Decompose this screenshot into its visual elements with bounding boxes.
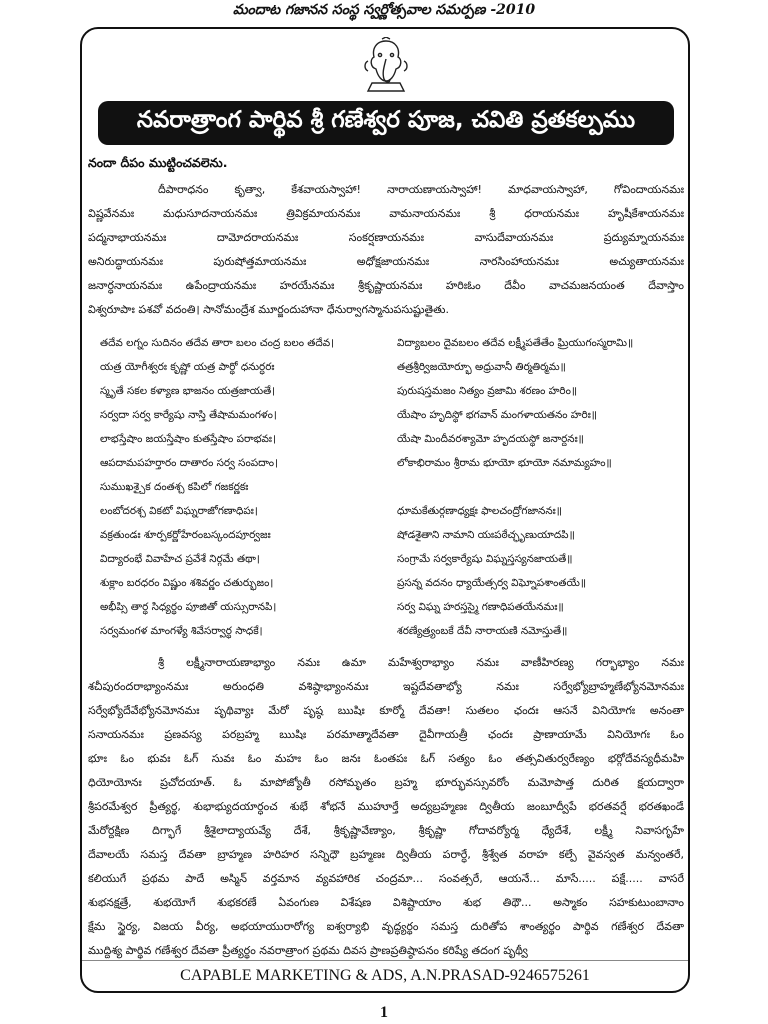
text-line: సర్వేభ్యోదేవేభ్యోనమోనమః పృథివ్యాః మేరో పృష్ఠ ఋషిః కూర్మో దేవతా! సుతలం ఛందః ఆసనే వినియోగః అనంతా (88, 704, 684, 717)
verse-right: తత్రశ్రీర్విజయోర్భూ అధ్రువానీ తిర్మతిర్మమ॥ (397, 360, 566, 373)
text-line: ముద్దిశ్య పార్థివ గణేశ్వర దేవతా ప్రీత్యర్థం నవరాత్రాంగ ప్రథమ దివస ప్రాణప్రతిష్ఠాపనం కరిష్యే తదంగ పృథ్వీ (88, 944, 528, 957)
ganesha-logo-icon (360, 37, 412, 95)
text-line: శచీపురందరాభ్యాంనమః అరుంధతి వశిష్ఠాభ్యాంనమః ఇష్టదేవతాభ్యో నమః సర్వేభ్యోబ్రాహ్మణేభ్యోనమోనమః (88, 680, 684, 693)
verse-left: సర్వదా సర్వ కార్యేషు నాస్తి తేషామమంగళం। (100, 408, 277, 421)
verse-left: యత్ర యోగీశ్వరః కృష్ణో యత్ర పార్థో ధనుర్ధరః (100, 360, 275, 373)
verse-left: ఆపదామపహర్తారం దాతారం సర్వ సంపదాం। (100, 456, 279, 469)
text-line: శుభనక్షత్రే, శుభయోగే శుభకరణే ఏవంగుణ విశేషణ విశిష్టాయాం శుభ తిథౌ... అస్మాకం సహకుటుంబానాం (88, 896, 684, 909)
verse-row (82, 476, 688, 500)
verse-right: లోకాభిరామం శ్రీరామ భూయో భూయో నమామ్యహం॥ (397, 456, 612, 469)
text-line: శ్రీపరమేశ్వర ప్రీత్యర్థ, శుభాభ్యుదయార్ధంచ శుభే శోభనే ముహూర్తే అద్యబ్రహ్మణః ద్వితీయ జంబూద్వీపే భరతవర్షే భరతఖండే (88, 800, 684, 813)
verse-right: యేషా మిందీవరశ్యామో హృదయస్థో జనార్దనః॥ (397, 432, 584, 445)
text-line: శ్రీ లక్ష్మీనారాయణాభ్యాం నమః ఉమా మహేశ్వరాభ్యాం నమః వాణీహిరణ్య గర్భాభ్యాం నమః (158, 656, 684, 669)
verse-row (82, 428, 688, 452)
verse-right: సర్వ విఘ్న హరస్తస్మై గణాధిపతయేనమః॥ (397, 600, 564, 613)
verse-right: ప్రసన్న వదనం ధ్యాయేత్సర్వ విఘ్నోపశాంతయే॥ (397, 576, 587, 589)
text-line: ధియోయోనః ప్రచోదయాత్‌. ఓ మాపోజ్యోతీ రసోమృతం బ్రహ్మ భూర్భువస్సువరోం మమోపాత్త దురిత క్షయద్వారా (88, 776, 684, 789)
text-line: కలియుగే ప్రథమ పాదే అస్మిన్‌ వర్తమాన వ్యవహారిక చంద్రమా... సంవత్సరే, ఆయనే... మాసే..... పక్షే..... వాసరే (88, 872, 684, 885)
text-line: విశ్వరూపాః పశవో వదంతి। సానోమంద్రేశ మూర్జందుహానా ధేనుర్వాగస్మానుపసుష్టుతైతు. (88, 303, 449, 316)
verse-row (82, 404, 688, 428)
verse-row (82, 500, 688, 524)
title-banner: నవరాత్రాంగ పార్థివ శ్రీ గణేశ్వర పూజ, చవితి వ్రతకల్పము (98, 101, 674, 145)
verse-right: షోడశైతాని నామాని యఃపఠేచ్ఛృణుయాదపి॥ (397, 528, 575, 541)
text-line: విష్ణవేనమః మధుసూదనాయనమః త్రివిక్రమాయనమః వామనాయనమః శ్రీ ధరాయనమః హృషీకేశాయనమః (88, 207, 684, 220)
text-line: అనిరుద్ధాయనమః పురుషోత్తమాయనమః అధోక్షజాయనమః నారసింహాయనమః అచ్యుతాయనమః (88, 255, 684, 268)
verse-right: ధూమకేతుర్గణాధ్యక్షః ఫాలచంద్రోగజాననః॥ (397, 504, 562, 517)
paragraph-sankalpam (88, 651, 684, 963)
verse-left: లాభస్తేషాం జయస్తేషాం కుతస్తేషాం పరాభవః। (100, 432, 276, 445)
verse-row (82, 452, 688, 476)
page-frame (80, 27, 690, 993)
lamp-instruction: నందా దీపం ముట్టించవలెను. (88, 155, 228, 170)
verse-row (82, 572, 688, 596)
verse-left: తదేవ లగ్నం సుదినం తదేవ తారా బలం చంద్ర బలం తదేవ। (100, 336, 335, 349)
verse-left: లంబోదరశ్చ వికటో విఘ్నరాజోగణాధిపః। (100, 504, 258, 517)
text-line: దేవాలయే సమస్త దేవతా బ్రాహ్మణ హరిహర సన్నిధౌ బ్రహ్మణః ద్వితీయ పరార్ధే, శ్రీశ్వేత వరాహ కల్పే వైవస్వత మన్వంతరే, (88, 848, 684, 861)
document-header: మందాట గజానన సంస్థ స్వర్ణోత్సవాల సమర్పణ -2010 (232, 2, 536, 18)
text-line: క్షేమ స్థైర్య, విజయ వీర్య, అభయాయురారోగ్య ఐశ్వర్యాభి వృద్ధ్యర్థం సమస్త దురితోప శాంత్యర్థం పార్థివ గణేశ్వర దేవతా (88, 920, 684, 933)
verse-right: పురుషస్తమజం నిత్యం వ్రజామి శరణం హరిం॥ (397, 384, 578, 397)
verse-left: సర్వమంగళ మాంగళ్యే శివేసర్వార్థ సాధకే। (100, 624, 263, 637)
text-line: జనార్ధనాయనమః ఉపేంద్రాయనమః హరయేనమః శ్రీకృష్ణాయనమః హరిఃఓం దేవీం వాచమజనయంత దేవాస్తాం (88, 279, 684, 292)
verse-left: వక్రతుండః శూర్పకర్ణోహేరంబస్కందపూర్వజః (100, 528, 271, 541)
text-line: మేరోర్దక్షిణ దిగ్భాగే శ్రీశైలాద్యాయవ్యే దేశే, శ్రీకృష్ణావేణ్యాం, శ్రీకృష్ణా గోదావర్యోర్మ ధ్యేదేశే, లక్ష్మీ నివాసగృహే (88, 824, 684, 837)
verse-right: యేషాం హృదిస్థో భగవాన్ మంగళాయతనం హరిః॥ (397, 408, 598, 421)
verse-left: విద్యారంభే వివాహేచ ప్రవేశే నిర్గమే తథా। (100, 552, 260, 565)
verse-row (82, 620, 688, 644)
verse-row (82, 596, 688, 620)
verse-left: శుక్లాం బరధరం విష్ణుం శశివర్ణం చతుర్భుజం। (100, 576, 274, 589)
verse-right: శరణ్యేత్ర్యంబకే దేవీ నారాయణి నమోస్తుతే॥ (397, 624, 568, 637)
paragraph-achamanam (88, 178, 684, 322)
verse-right: విద్యాబలం దైవబలం తదేవ లక్ష్మీపతేతేం ఘ్రియుగంస్మరామి॥ (397, 336, 634, 349)
verse-row (82, 524, 688, 548)
verse-row (82, 380, 688, 404)
sponsor-footer: CAPABLE MARKETING & ADS, A.N.PRASAD-9246575261 (82, 960, 688, 991)
text-line: దీపారాధనం కృత్వా, కేశవాయస్వాహా! నారాయణాయస్వాహా! మాధవాయస్వాహా, గోవిందాయనమః (158, 183, 684, 196)
text-line: సనాయనమః ప్రణవస్య పరబ్రహ్మ ఋషిః పరమాత్మాదేవతా దైవీగాయత్రీ ఛందః ప్రాణాయామే వినియోగః ఓం (88, 728, 684, 741)
page-number: 1 (380, 1004, 388, 1021)
verse-left: స్మృతే సకల కళ్యాణ భాజనం యత్రజాయతే। (100, 384, 276, 397)
verse-grid (82, 332, 688, 644)
verse-row (82, 356, 688, 380)
verse-left: సుముఖశ్చైక దంతశ్చ కపిలో గజకర్ణకః (100, 480, 249, 493)
verse-row (82, 332, 688, 356)
text-line: భూః ఓం భువః ఓగ్‌ సువః ఓం మహః ఓం జనః ఓంతపః ఓగ్‌ సత్యం ఓం తత్సవితుర్వరేణ్యం భర్గోదేవస్యధీమహి (88, 752, 684, 765)
verse-row (82, 548, 688, 572)
verse-right: సంగ్రామే సర్వకార్యేషు విఘ్నస్తస్యనజాయతే॥ (397, 552, 573, 565)
text-line: పద్మనాభాయనమః దామోదరాయనమః సంకర్షణాయనమః వాసుదేవాయనమః ప్రద్యుమ్నాయనమః (88, 231, 684, 244)
verse-left: అభీప్సి తార్థ సిధ్యర్థం పూజితో యస్సురానపి। (100, 600, 277, 613)
